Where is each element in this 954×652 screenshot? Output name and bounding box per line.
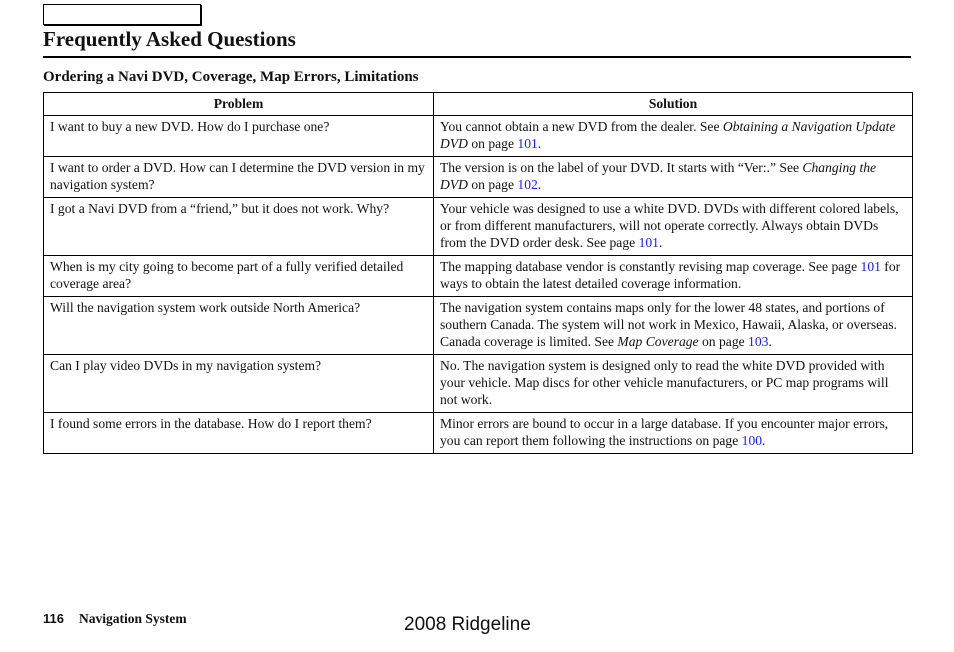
solution-cell xyxy=(434,413,913,454)
faq-table xyxy=(43,92,913,454)
page-link[interactable]: 101 xyxy=(517,136,538,151)
problem-cell: I want to order a DVD. How can I determine the DVD version in my navigation system? xyxy=(44,157,434,198)
table-row xyxy=(44,297,913,355)
solution-text: You cannot obtain a new DVD from the dealer. See xyxy=(440,119,723,134)
section-subtitle: Ordering a Navi DVD, Coverage, Map Errors, Limitations xyxy=(43,69,419,85)
solution-text: on page xyxy=(698,334,749,349)
problem-cell: Can I play video DVDs in my navigation system? xyxy=(44,355,434,413)
solution-cell xyxy=(434,116,913,157)
solution-text: . xyxy=(658,235,663,250)
header-tab-box xyxy=(43,4,201,25)
table-row xyxy=(44,116,913,157)
problem-cell: When is my city going to become part of a fully verified detailed coverage area? xyxy=(44,256,434,297)
solution-text: . xyxy=(537,177,542,192)
table-row xyxy=(44,256,913,297)
solution-cell xyxy=(434,256,913,297)
header-problem: Problem xyxy=(44,93,434,116)
page-link[interactable]: 103 xyxy=(748,334,769,349)
page-link[interactable]: 101 xyxy=(860,259,881,274)
problem-cell: I want to buy a new DVD. How do I purchase one? xyxy=(44,116,434,157)
table-row xyxy=(44,413,913,454)
solution-text: on page xyxy=(467,177,518,192)
solution-text: No. The navigation system is designed only to read the white DVD provided with your vehicle. Map discs for other vehicle manufacturers, or PC map programs will not work. xyxy=(440,358,889,407)
page-link[interactable]: 100 xyxy=(741,433,763,448)
solution-text: . xyxy=(762,433,766,448)
solution-text: The version is on the label of your DVD. It starts with “Ver:.” See xyxy=(440,160,803,175)
solution-text: Minor errors are bound to occur in a large database. If you encounter major errors, you can report them following the instructions on page xyxy=(440,416,889,448)
problem-cell: Will the navigation system work outside North America? xyxy=(44,297,434,355)
problem-cell: I got a Navi DVD from a “friend,” but it does not work. Why? xyxy=(44,198,434,256)
solution-cell xyxy=(434,157,913,198)
solution-text: The navigation system contains maps only for the lower 48 states, and portions of southern Canada. The system will not work in Mexico, Hawaii, Alaska, or overseas. Canada coverage is limited. See xyxy=(440,300,897,349)
footer-model-label: 2008 Ridgeline xyxy=(404,614,531,635)
header-solution: Solution xyxy=(434,93,913,116)
cross-reference-title: Changing the DVD xyxy=(440,160,877,192)
page-number: 116 xyxy=(43,611,64,626)
solution-text: Your vehicle was designed to use a white DVD. DVDs with different colored labels, or from different manufacturers, will not operate correctly. Always obtain DVDs from the DVD order desk. See page xyxy=(440,201,899,250)
solution-text: on page xyxy=(467,136,518,151)
page-link[interactable]: 101 xyxy=(638,235,659,250)
page-link[interactable]: 102 xyxy=(517,177,538,192)
solution-cell xyxy=(434,355,913,413)
table-header-row xyxy=(44,93,913,116)
solution-text: . xyxy=(768,334,772,349)
table-row xyxy=(44,157,913,198)
table-row xyxy=(44,198,913,256)
solution-cell xyxy=(434,198,913,256)
title-rule-divider xyxy=(43,56,911,58)
footer-section-label: Navigation System xyxy=(79,611,187,626)
solution-text: for ways to obtain the latest detailed coverage information. xyxy=(440,259,901,291)
cross-reference-title: Map Coverage xyxy=(617,334,699,349)
page-title: Frequently Asked Questions xyxy=(43,27,296,51)
problem-cell: I found some errors in the database. How do I report them? xyxy=(44,413,434,454)
solution-text: . xyxy=(537,136,542,151)
table-row xyxy=(44,355,913,413)
cross-reference-title: Obtaining a Navigation Update DVD xyxy=(440,119,896,151)
solution-cell xyxy=(434,297,913,355)
table-body xyxy=(44,116,913,454)
solution-text: The mapping database vendor is constantly revising map coverage. See page xyxy=(440,259,861,274)
